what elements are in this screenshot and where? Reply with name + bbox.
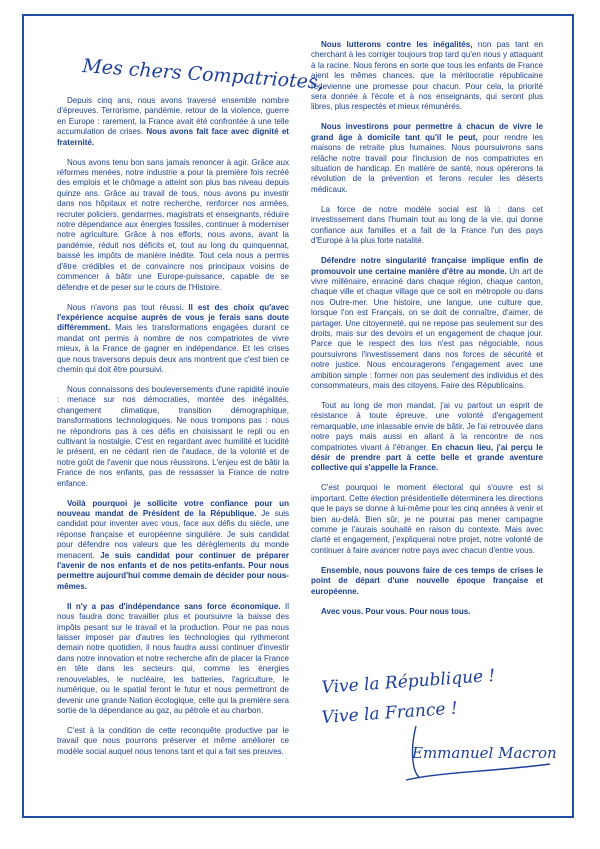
paragraph <box>57 158 289 293</box>
paragraph <box>57 96 289 148</box>
paragraph <box>57 499 289 593</box>
paragraph-text: Nous connaissons des bouleversements d'une rapidité inouïe : menace sur nos démocraties, montée des inégalités, changement climatique, transition démographique, transformations technologiques. Ne nous trompons pas : nous ne répondrons pas à ces défis en choisissant le repli ou en cultivant la nostalgie. C'est en regardant avec humilité et lucidité le présent, en ne cédant rien de l'audace, de la volonté et de notre goût de l'avenir que nous réussirons. L'enjeu est de bâtir la France de nos enfants, pas de ressasser la France de notre enfance. <box>57 384 289 488</box>
handwritten-salutation <box>80 42 325 94</box>
paragraph-emphasis: Je suis candidat pour continuer de préparer l'avenir de nos enfants et de nos petits-enfants. Pour nous permettre aujourd'hui comme demain de décider pour nous-mêmes. <box>57 550 289 591</box>
signature-text: Emmanuel Macron <box>412 744 557 762</box>
paragraph-emphasis: Il est des choix qu'avec l'expérience acquise auprès de vous je ferais sans doute différemment. <box>57 302 290 333</box>
paragraph-emphasis: Voilà pourquoi je sollicite votre confiance pour un nouveau mandat de Président de la République. <box>57 498 289 518</box>
closing-line-2: Vive la France ! <box>320 698 459 728</box>
paragraph-emphasis: Ensemble, nous pouvons faire de ces temps de crises le point de départ d'une nouvelle époque française et européenne. <box>311 565 543 596</box>
paragraph-text: non pas tant en cherchant à les corriger toujours trop tard qu'en nous y attaquant à la racine. Nous ferons en sorte que tous les enfants de France aient les mêmes chances, que la méritocratie républicaine redevienne une promesse pour chacun. Pour cela, la priorité sera donnée à l'école et à nos enseignants, qui seront plus libres, plus respectés et mieux rémunérés. <box>311 40 543 112</box>
paragraph-emphasis: Nous lutterons contre les inégalités, <box>321 40 473 49</box>
paragraph-text: pour rendre les maisons de retraite plus humaines. Nous poursuivrons sans relâche notre travail pour l'inclusion de nos compatriotes en situation de handicap. En matière de santé, nous opérerons la révolution de la prévention et ferons reculer les déserts médicaux. <box>311 132 543 194</box>
paragraph <box>57 303 289 376</box>
paragraph <box>311 122 543 195</box>
paragraph-emphasis: Il n'y a pas d'indépendance sans force économique. <box>67 601 281 611</box>
paragraph-text: Tout au long de mon mandat, j'ai vu partout un esprit de résistance à toute épreuve, une volonté d'engagement remarquable, une inlassable envie de bâtir. Je l'ai retrouvée dans notre pays mais aussi en allant à la rencontre de nos compatriotes vivant à l'étranger. <box>311 400 543 452</box>
paragraph-emphasis: En chacun lieu, j'ai perçu le désir de prendre part à cette belle et grande aventure collective qui s'appelle la France. <box>311 442 544 473</box>
paragraph <box>57 385 289 489</box>
paragraph <box>311 566 543 597</box>
paragraph-text: La force de notre modèle social est là : dans cet investissement dans l'humain tout au long de la vie, qui donne confiance aux familles et a fait de la France l'un des pays d'Europe à la plus forte natalité. <box>311 204 543 246</box>
paragraph <box>311 483 543 556</box>
signature <box>400 720 560 790</box>
paragraph-emphasis: Nous investirons pour permettre à chacun de vivre le grand âge à domicile tant qu'il le peut, <box>311 122 543 142</box>
paragraph <box>311 205 543 247</box>
closing-motto <box>311 607 543 617</box>
salutation-text: Mes chers Compatriotes, <box>81 55 325 94</box>
paragraph-text: C'est pourquoi le moment électoral qui s'ouvre est si important. Cette élection présidentielle déterminera les directions que le pays se donne à lui-même pour les cinq années à venir et bien au-delà. Bien sûr, je ne pourrai pas mener campagne comme je l'aurais souhaité en raison du contexte. Mais avec clarté et engagement, j'expliquerai notre projet, notre volonté de continuer à faire avancer notre pays avec chacun d'entre vous. <box>311 483 543 555</box>
paragraph <box>57 726 289 757</box>
paragraph <box>57 602 289 716</box>
paragraph-emphasis: Avec vous. Pour vous. Pour nous tous. <box>321 606 471 616</box>
paragraph-text: C'est à la condition de cette reconquête productive par le travail que nous pourrons préserver et même améliorer ce modèle social auquel nous tenons tant et qui a fait ses preuves. <box>57 725 289 756</box>
paragraph-emphasis: Défendre notre singularité française implique enfin de promouvoir une certaine manière d'être au monde. <box>311 256 543 276</box>
paragraph <box>311 40 543 113</box>
paragraph-text: Mais les transformations engagées durant ce mandat ont permis à nombre de nos compatriotes de vivre mieux, à la France de gagner en indépendance. Et les crises que nous traversons depuis deux ans montrent que c'est bien ce chemin qui doit être poursuivi. <box>57 323 289 374</box>
paragraph <box>311 256 543 391</box>
closing-line-1: Vive la République ! <box>320 665 496 698</box>
letter-right-column <box>311 40 543 627</box>
paragraph-emphasis: Nous avons fait face avec dignité et fraternité. <box>57 127 289 147</box>
paragraph-text: Il nous faudra donc travailler plus et poursuivre la baisse des impôts pesant sur le travail et la production. Pour ne pas nous laisser imposer par d'autres les technologies qui rythmeront demain notre quotidien, il nous faudra aussi continuer d'investir dans notre innovation et notre recherche afin de placer la France en tête dans les secteurs qui, comme les énergies renouvelables, le nucléaire, les batteries, l'agriculture, le numérique, ou le spatial feront le futur et nous permettront de devenir une grande Nation écologique, celle qui la première sera sortie de la dépendance au gaz, au pétrole et au charbon. <box>57 601 289 715</box>
paragraph <box>311 401 543 474</box>
paragraph-text: Nous n'avons pas tout réussi. <box>67 302 189 312</box>
paragraph-text: Un art de vivre millénaire, enraciné dans chaque région, chaque canton, chaque ville et chaque village que ce soit en métropole ou dans nos Outre-mer. Une histoire, une langue, une culture que, lorsque l'on est Français, on se doit de connaître, d'aimer, de partager. Une citoyenneté, qui ne repose pas seulement sur des droits, mais sur des devoirs et un engagement de chaque jour. Parce que le respect des lois n'est pas négociable, nous poursuivrons l'investissement dans nos forces de sécurité et notre justice. Nous encouragerons l'engagement avec une ambition simple : former non pas seulement des individus et des consommateurs, mais des citoyens. Faire des Républicains. <box>311 266 543 390</box>
letter-left-column <box>57 96 289 767</box>
paragraph-text: Je suis candidat pour inventer avec vous, face aux défis du siècle, une réponse française et européenne singulière. Je suis candidat pour défendre nos valeurs que les dérèglements du monde menacent. <box>57 509 290 560</box>
paragraph-text: Depuis cinq ans, nous avons traversé ensemble nombre d'épreuves. Terrorisme, pandémie, retour de la violence, guerre en Europe : rarement, la France avait été confrontée à une telle accumulation de crises. <box>57 96 289 137</box>
paragraph-text: Nous avons tenu bon sans jamais renoncer à agir. Grâce aux réformes menées, notre industrie a pour la première fois recréé des emplois et le chômage a atteint son plus bas niveau depuis quinze ans. Grâce au travail de tous, nous avons pu investir dans nos hôpitaux et notre recherche, renforcer nos armées, recruter policiers, gendarmes, magistrats et enseignants, réduire notre dépendance aux énergies fossiles, continuer à moderniser notre agriculture. Grâce à nos efforts, nous avons, avant la pandémie, réduit nos déficits et, tout au long du quinquennat, baissé les impôts de manière inédite. Tout cela nous a permis d'être crédibles et de convaincre nos principaux voisins de commencer à bâtir une Europe-puissance, capable de se défendre et de peser sur le cours de l'Histoire. <box>57 157 289 292</box>
